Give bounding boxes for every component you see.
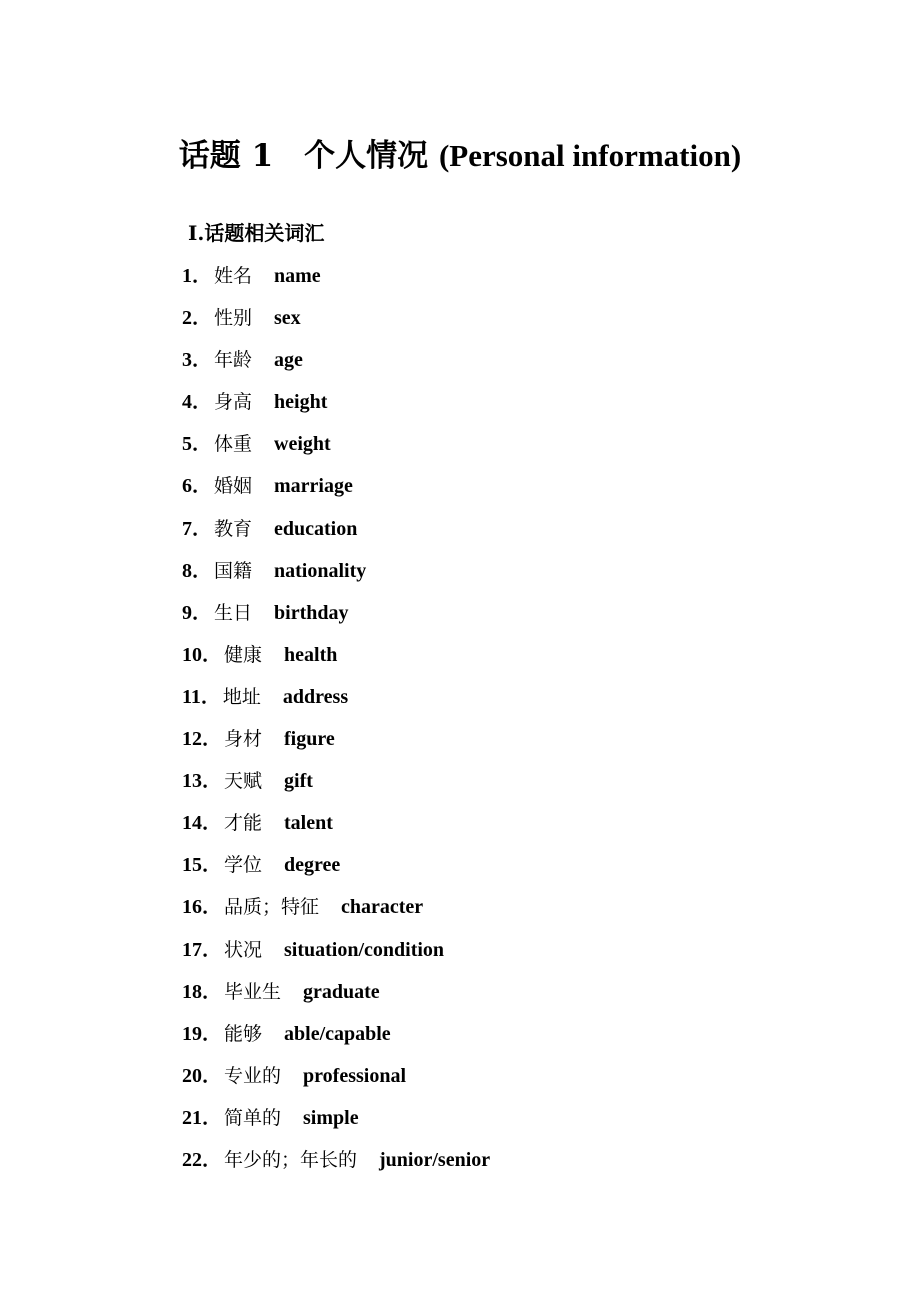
vocab-item	[182, 1102, 490, 1144]
section-heading: Ⅰ.话题相关词汇	[188, 221, 325, 245]
vocab-chinese: 专业的	[224, 1064, 282, 1087]
vocab-number: 2．	[182, 307, 212, 330]
vocab-number: 20．	[182, 1064, 222, 1087]
vocab-chinese: 生日	[214, 601, 253, 624]
vocab-item	[182, 597, 490, 639]
vocab-number: 1．	[182, 265, 212, 287]
vocab-number: 22．	[182, 1148, 222, 1171]
vocab-english: simple	[303, 1106, 359, 1129]
vocab-chinese: 性别	[214, 307, 253, 330]
vocab-chinese: 体重	[214, 433, 253, 456]
vocab-chinese: 简单的	[224, 1106, 282, 1129]
vocab-item	[182, 934, 490, 976]
vocab-chinese: 状况	[224, 938, 263, 961]
vocab-number: 10．	[182, 643, 222, 666]
vocab-item	[182, 428, 490, 470]
vocab-item	[182, 344, 490, 386]
vocab-number: 7．	[182, 517, 212, 540]
vocab-number: 12．	[182, 728, 222, 751]
vocab-chinese: 身材	[224, 728, 263, 751]
vocab-number: 18．	[182, 980, 222, 1003]
vocab-chinese: 教育	[214, 517, 253, 540]
vocab-english: gift	[284, 770, 313, 793]
vocab-item	[182, 386, 490, 428]
vocab-chinese: 天赋	[224, 770, 263, 793]
vocab-english: height	[274, 391, 328, 414]
vocab-number: 13．	[182, 770, 222, 793]
vocab-number: 17．	[182, 938, 222, 961]
title-english: (Personal information)	[438, 138, 742, 173]
vocab-english: marriage	[274, 475, 353, 498]
vocab-item	[182, 723, 490, 765]
vocab-item	[182, 1144, 490, 1186]
vocab-number: 6．	[182, 475, 212, 498]
vocab-item	[182, 555, 490, 597]
vocab-number: 21．	[182, 1106, 222, 1129]
vocab-chinese: 国籍	[214, 559, 253, 582]
vocab-english: figure	[284, 728, 335, 751]
vocab-number: 3．	[182, 349, 212, 372]
vocab-number: 15．	[182, 854, 222, 877]
vocab-english: birthday	[274, 601, 349, 624]
vocab-english: nationality	[274, 559, 367, 582]
vocab-item	[182, 302, 490, 344]
vocab-chinese: 毕业生	[224, 980, 282, 1003]
vocab-item	[182, 1018, 490, 1060]
vocab-number: 5．	[182, 433, 212, 456]
vocab-chinese: 学位	[224, 854, 263, 877]
vocab-english: sex	[274, 307, 301, 330]
vocab-item	[182, 681, 490, 723]
vocab-number: 8．	[182, 559, 212, 582]
vocab-item	[182, 470, 490, 512]
vocabulary-list	[182, 260, 490, 1186]
vocab-item	[182, 1060, 490, 1102]
vocab-english: talent	[284, 812, 333, 835]
vocab-item	[182, 891, 490, 933]
vocab-english: address	[282, 685, 349, 708]
vocab-chinese: 年龄	[214, 349, 253, 372]
vocab-english: graduate	[303, 980, 380, 1003]
vocab-chinese: 婚姻	[214, 475, 253, 498]
vocab-number: 14．	[182, 812, 222, 835]
vocab-number: 11．	[182, 685, 221, 708]
vocab-item	[182, 849, 490, 891]
vocab-number: 9．	[182, 601, 212, 624]
vocab-english: health	[284, 643, 338, 666]
vocab-chinese: 身高	[214, 391, 253, 414]
vocab-english: character	[341, 896, 424, 919]
vocab-number: 16．	[182, 896, 222, 919]
vocab-english: weight	[274, 433, 331, 456]
vocab-chinese: 年少的；年长的	[224, 1148, 358, 1171]
vocab-english: professional	[303, 1064, 406, 1087]
vocab-chinese: 才能	[224, 812, 263, 835]
vocab-chinese: 能够	[224, 1022, 263, 1045]
vocab-chinese: 健康	[224, 643, 263, 666]
vocab-english: degree	[284, 854, 341, 877]
vocab-english: able/capable	[284, 1022, 391, 1045]
vocab-english: education	[274, 517, 358, 540]
vocab-item	[182, 765, 490, 807]
page-title	[0, 134, 920, 178]
vocab-english: name	[274, 265, 321, 287]
vocab-item	[182, 807, 490, 849]
vocab-english: age	[274, 349, 303, 372]
vocab-item	[182, 639, 490, 681]
vocab-chinese: 品质；特征	[224, 896, 320, 919]
vocab-item	[182, 976, 490, 1018]
vocab-number: 19．	[182, 1022, 222, 1045]
vocab-chinese: 地址	[222, 685, 261, 708]
vocab-chinese: 姓名	[214, 265, 253, 287]
vocab-item	[182, 260, 490, 302]
title-chinese: 话题 1 个人情况	[178, 138, 429, 174]
vocab-number: 4．	[182, 391, 212, 414]
vocab-english: situation/condition	[284, 938, 445, 961]
vocab-item	[182, 513, 490, 555]
vocab-english: junior/senior	[379, 1148, 491, 1171]
